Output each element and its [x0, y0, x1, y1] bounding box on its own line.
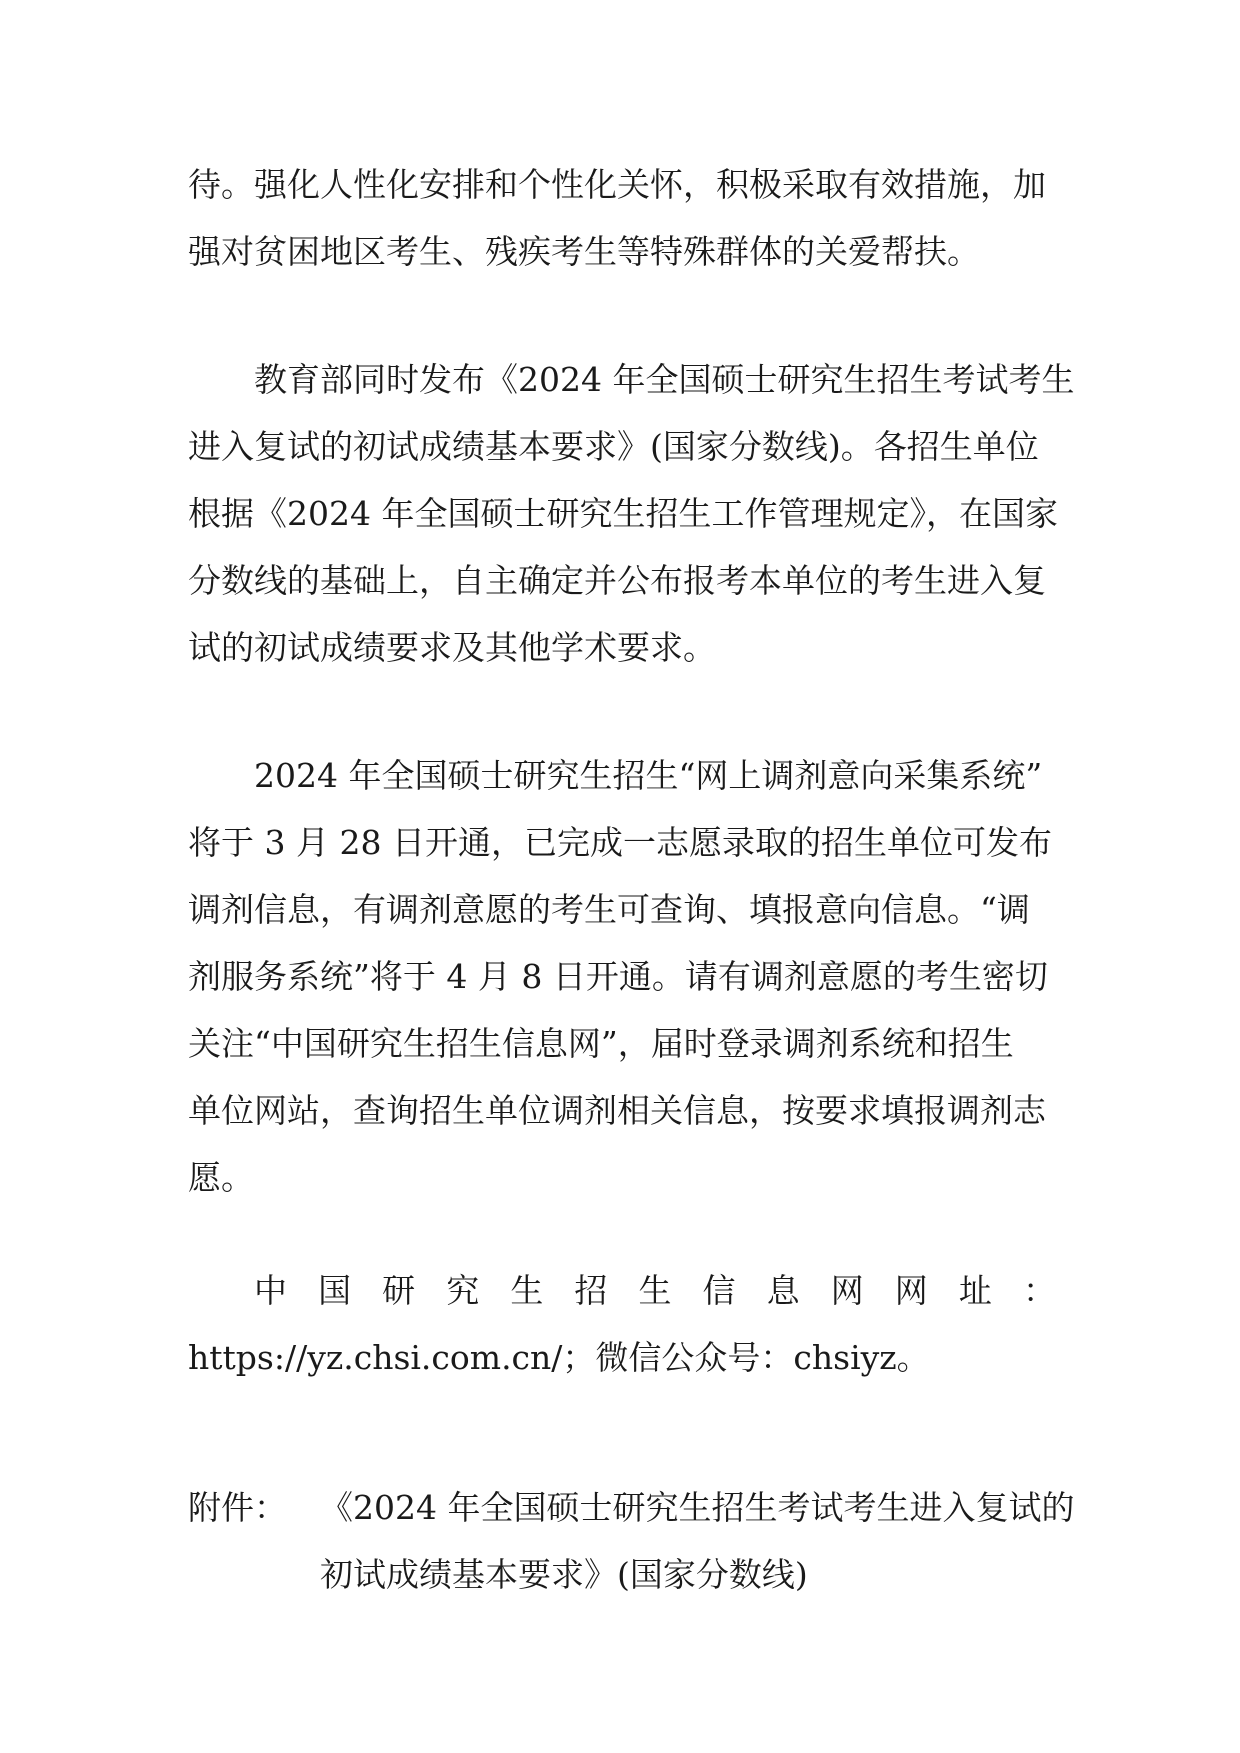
website-label-char: 信 [702, 1271, 736, 1310]
website-label-char: 究 [446, 1271, 480, 1310]
website-label-char: 网 [894, 1271, 928, 1310]
paragraph-3-line-2: 将于 3 月 28 日开通，已完成一志愿录取的招生单位可发布 [188, 823, 1052, 862]
paragraph-1 [188, 151, 1056, 285]
paragraph-2-line-3: 根据《2024 年全国硕士研究生招生工作管理规定》，在国家 [188, 494, 1058, 533]
paragraph-2 [188, 346, 1075, 681]
website-label-line [188, 1257, 1056, 1324]
paragraph-2-line-4: 分数线的基础上，自主确定并公布报考本单位的考生进入复 [188, 561, 1046, 600]
website-label-char: 研 [382, 1271, 416, 1310]
paragraph-3-line-3: 调剂信息，有调剂意愿的考生可查询、填报意向信息。“调 [188, 890, 1030, 929]
website-label-char: 生 [510, 1271, 544, 1310]
website-label-char: ： [1022, 1271, 1056, 1310]
paragraph-3-line-5: 关注“中国研究生招生信息网”，届时登录调剂系统和招生 [188, 1024, 1014, 1063]
paragraph-4 [188, 1257, 1056, 1391]
website-label-char: 址 [958, 1271, 992, 1310]
paragraph-3-line-4: 剂服务系统”将于 4 月 8 日开通。请有调剂意愿的考生密切 [188, 957, 1048, 996]
website-label-char: 网 [830, 1271, 864, 1310]
website-label-char: 息 [766, 1271, 800, 1310]
paragraph-1-line-2: 强对贫困地区考生、残疾考生等特殊群体的关爱帮扶。 [188, 232, 980, 271]
paragraph-3-line-6: 单位网站，查询招生单位调剂相关信息，按要求填报调剂志 [188, 1091, 1046, 1130]
paragraph-3 [188, 742, 1056, 1211]
website-label-char: 国 [318, 1271, 352, 1310]
paragraph-3-line-1: 2024 年全国硕士研究生招生“网上调剂意向采集系统” [254, 756, 1043, 795]
attachment-title-line-1: 《2024 年全国硕士研究生招生考试考生进入复试的 [320, 1488, 1075, 1527]
paragraph-2-line-5: 试的初试成绩要求及其他学术要求。 [188, 628, 716, 667]
website-label-char: 招 [574, 1271, 608, 1310]
attachment-title [320, 1474, 1075, 1608]
attachment-title-line-2: 初试成绩基本要求》(国家分数线) [320, 1555, 808, 1594]
paragraph-2-line-1: 教育部同时发布《2024 年全国硕士研究生招生考试考生 [254, 360, 1075, 399]
paragraph-1-line-1: 待。强化人性化安排和个性化关怀，积极采取有效措施，加 [188, 165, 1046, 204]
website-and-wechat-line: https://yz.chsi.com.cn/；微信公众号：chsiyz。 [188, 1338, 930, 1377]
website-label-char: 中 [254, 1271, 287, 1310]
paragraph-3-line-7: 愿。 [188, 1158, 254, 1197]
attachment-label: 附件： [188, 1488, 287, 1527]
website-label-char: 生 [638, 1271, 672, 1310]
paragraph-2-line-2: 进入复试的初试成绩基本要求》(国家分数线)。各招生单位 [188, 427, 1039, 466]
